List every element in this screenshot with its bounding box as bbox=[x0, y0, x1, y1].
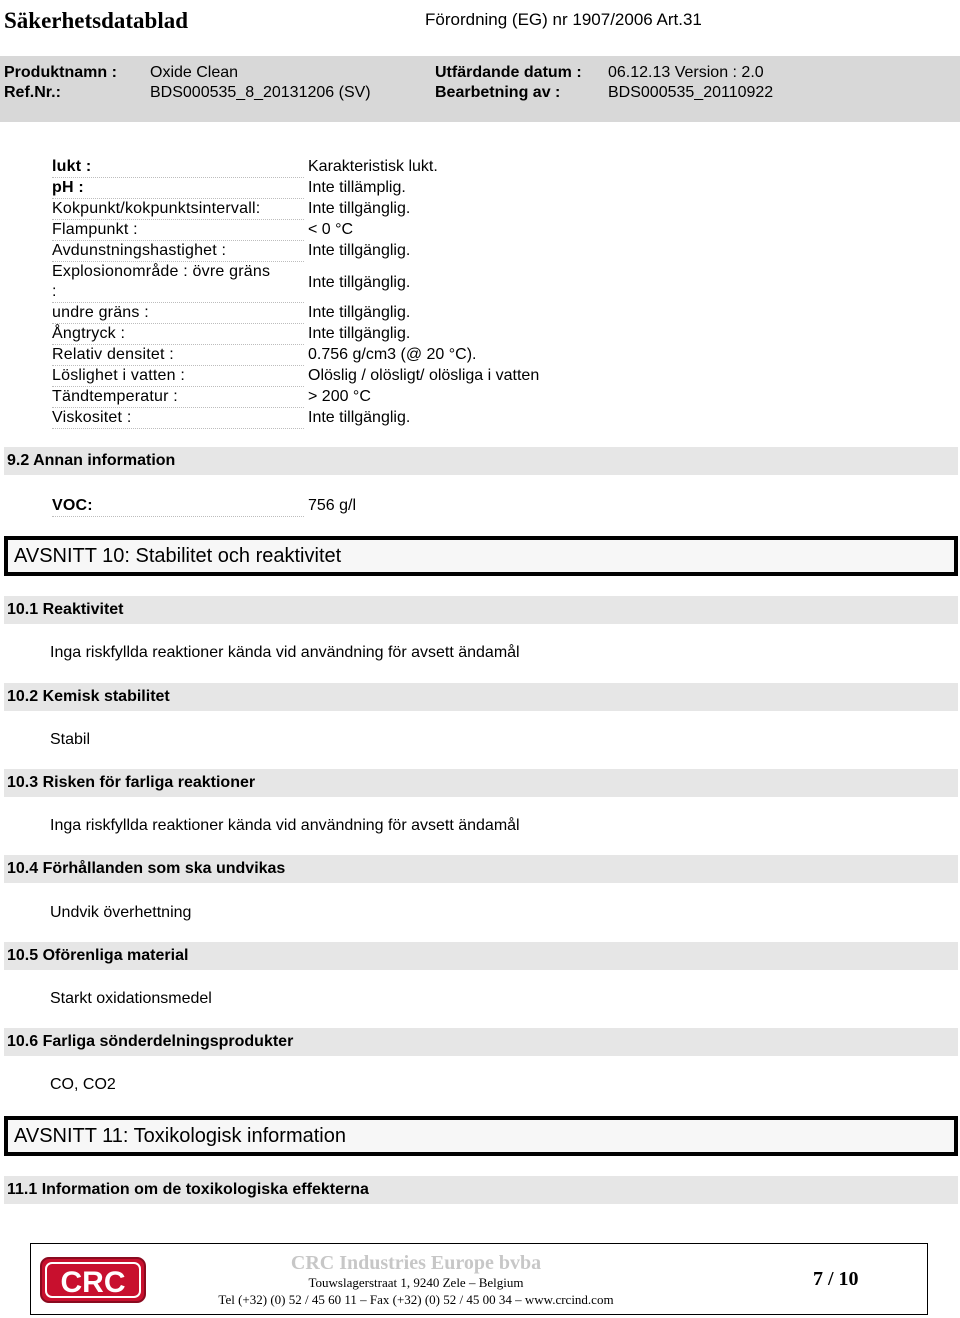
subsection-10-1-title: 10.1 Reaktivitet bbox=[4, 596, 958, 624]
property-row bbox=[52, 366, 952, 387]
subsection-10-3-text: Inga riskfyllda reaktioner kända vid användning för avsett ändamål bbox=[50, 817, 520, 834]
voc-value: 756 g/l bbox=[308, 497, 357, 514]
property-label: Avdunstningshastighet : bbox=[52, 241, 304, 262]
subsection-11-1-title: 11.1 Information om de toxikologiska effekterna bbox=[4, 1176, 958, 1204]
issue-date-value: 06.12.13 Version : 2.0 bbox=[608, 64, 764, 81]
property-value: Inte tillämplig. bbox=[308, 179, 406, 196]
property-row bbox=[52, 199, 952, 220]
subsection-10-3-title: 10.3 Risken för farliga reaktioner bbox=[4, 769, 958, 797]
subsection-10-2-title: 10.2 Kemisk stabilitet bbox=[4, 683, 958, 711]
subsection-10-5-title: 10.5 Oförenliga material bbox=[4, 942, 958, 970]
property-label: Flampunkt : bbox=[52, 220, 304, 241]
property-label-line: : bbox=[52, 283, 57, 300]
property-label bbox=[52, 262, 304, 303]
property-value: Inte tillgänglig. bbox=[308, 242, 411, 259]
property-label-line: Explosionområde : övre gräns bbox=[52, 263, 271, 280]
property-label: Viskositet : bbox=[52, 408, 304, 429]
subsection-10-6-title: 10.6 Farliga sönderdelningsprodukter bbox=[4, 1028, 958, 1056]
processing-value: BDS000535_20110922 bbox=[608, 84, 774, 101]
property-row bbox=[52, 345, 952, 366]
section-10-header: AVSNITT 10: Stabilitet och reaktivitet bbox=[4, 536, 958, 576]
property-label: pH : bbox=[52, 178, 304, 199]
property-value: < 0 °C bbox=[308, 221, 354, 238]
voc-label: VOC: bbox=[52, 496, 304, 517]
property-label: Tändtemperatur : bbox=[52, 387, 304, 408]
property-label: lukt : bbox=[52, 157, 304, 178]
section-11-header: AVSNITT 11: Toxikologisk information bbox=[4, 1116, 958, 1156]
property-value: Inte tillgänglig. bbox=[308, 409, 411, 426]
property-row bbox=[52, 303, 952, 324]
property-value: 0.756 g/cm3 (@ 20 °C). bbox=[308, 346, 477, 363]
property-row bbox=[52, 241, 952, 262]
subsection-10-5-text: Starkt oxidationsmedel bbox=[50, 990, 212, 1007]
footer bbox=[30, 1243, 928, 1315]
property-label: Relativ densitet : bbox=[52, 345, 304, 366]
property-value: Karakteristisk lukt. bbox=[308, 158, 438, 175]
subsection-10-4-text: Undvik överhettning bbox=[50, 904, 192, 921]
product-name-value: Oxide Clean bbox=[150, 64, 239, 81]
page-number: 7 / 10 bbox=[813, 1268, 859, 1290]
subsection-10-2-text: Stabil bbox=[50, 731, 91, 748]
property-value: Inte tillgänglig. bbox=[308, 325, 411, 342]
property-row bbox=[52, 408, 952, 429]
property-value: Inte tillgänglig. bbox=[308, 304, 411, 321]
voc-row bbox=[52, 496, 952, 517]
property-row bbox=[52, 157, 952, 178]
processing-label: Bearbetning av : bbox=[435, 84, 561, 101]
property-label: Löslighet i vatten : bbox=[52, 366, 304, 387]
company-name: CRC Industries Europe bvba bbox=[290, 1252, 542, 1274]
company-contact: Tel (+32) (0) 52 / 45 60 11 – Fax (+32) (0) 52 / 45 00 34 – www.crcind.com bbox=[218, 1292, 614, 1307]
property-value: > 200 °C bbox=[308, 388, 371, 405]
ref-number-value: BDS000535_8_20131206 (SV) bbox=[150, 84, 371, 101]
logo-text: CRC bbox=[60, 1266, 126, 1299]
company-address: Touwslagerstraat 1, 9240 Zele – Belgium bbox=[308, 1275, 524, 1290]
property-row bbox=[52, 178, 952, 199]
subsection-10-4-title: 10.4 Förhållanden som ska undvikas bbox=[4, 855, 958, 883]
product-name-label: Produktnamn : bbox=[4, 64, 117, 81]
subsection-10-1-text: Inga riskfyllda reaktioner kända vid användning för avsett ändamål bbox=[50, 644, 520, 661]
property-label: Ångtryck : bbox=[52, 324, 304, 345]
property-row bbox=[52, 324, 952, 345]
document-title: Säkerhetsdatablad bbox=[4, 8, 189, 33]
subsection-9-2-title: 9.2 Annan information bbox=[4, 447, 958, 475]
subsection-10-6-text: CO, CO2 bbox=[50, 1076, 116, 1093]
property-label: undre gräns : bbox=[52, 303, 304, 324]
property-value: Inte tillgänglig. bbox=[308, 200, 411, 217]
property-row bbox=[52, 220, 952, 241]
property-label: Kokpunkt/kokpunktsintervall: bbox=[52, 199, 304, 220]
regulation-reference: Förordning (EG) nr 1907/2006 Art.31 bbox=[425, 10, 702, 29]
issue-date-label: Utfärdande datum : bbox=[435, 64, 582, 81]
property-value: Inte tillgänglig. bbox=[308, 274, 411, 291]
ref-number-label: Ref.Nr.: bbox=[4, 84, 61, 101]
property-value: Olöslig / olösligt/ olösliga i vatten bbox=[308, 367, 540, 384]
property-row bbox=[52, 387, 952, 408]
property-row bbox=[52, 262, 952, 304]
